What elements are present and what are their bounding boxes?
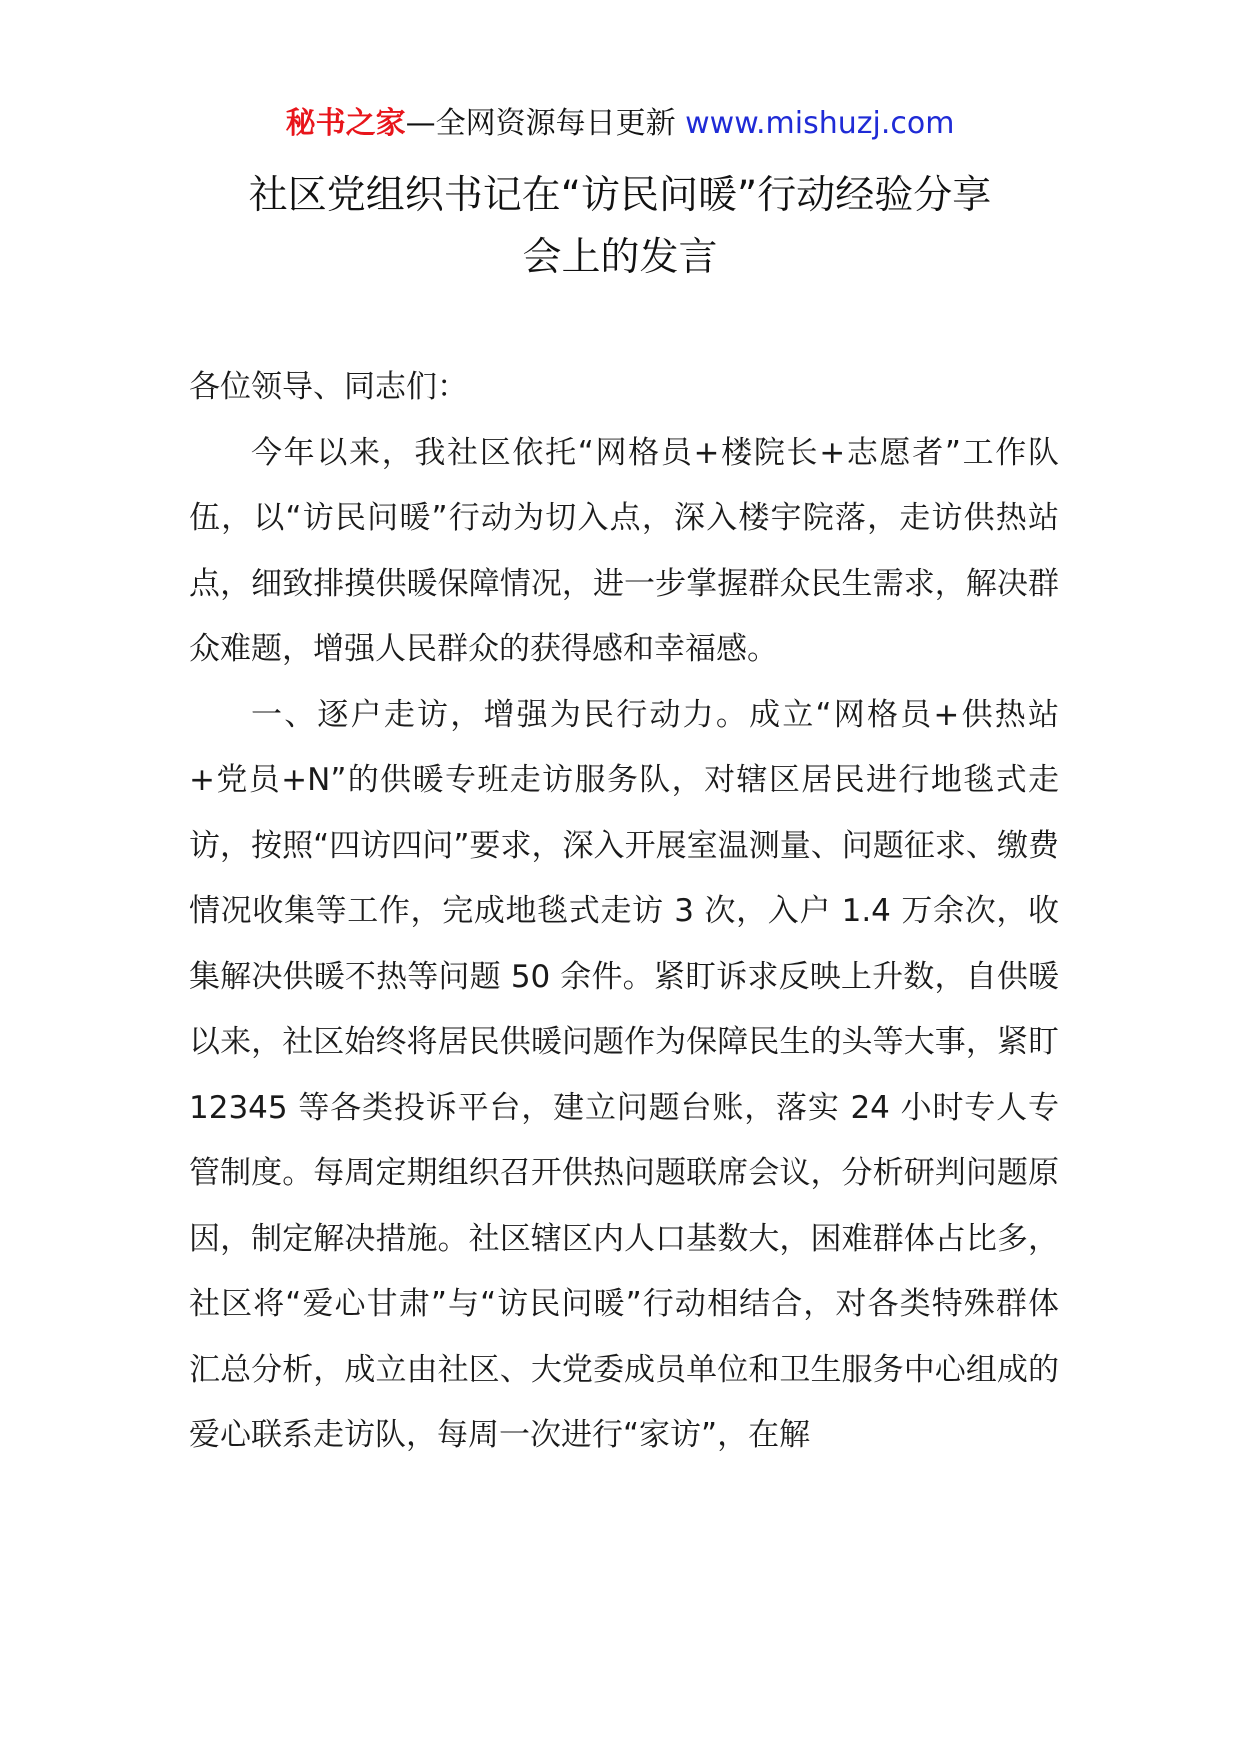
intro-paragraph: 今年以来，我社区依托“网格员+楼院长+志愿者”工作队伍，以“访民问暖”行动为切入点，深入楼宇院落，走访供热站点，细致排摸供暖保障情况，进一步掌握群众民生需求，解决群众难题，增强人民群众的获得感和幸福感。 <box>189 434 1059 667</box>
section-1-paragraph <box>189 683 1059 1469</box>
document-body <box>189 355 1059 1469</box>
brand-tagline: —全网资源每日更新 <box>405 106 686 141</box>
section-1-heading: 一、逐户走访，增强为民行动力。 <box>251 696 750 733</box>
salutation: 各位领导、同志们： <box>189 369 468 405</box>
section-1-text: 成立“网格员+供热站+党员+N”的供暖专班走访服务队，对辖区居民进行地毯式走访，按照“四访四问”要求，深入开展室温测量、问题征求、缴费情况收集等工作，完成地毯式走访 3 次，入户 1.4 万余次，收集解决供暖不热等问题 50 余件。紧盯诉求反映上升数，自供暖以来，社区始终将居民供暖问题作为保障民生的头等大事，紧盯 12345 等各类投诉平台，建立问题台账，落实 24 小时专人专管制度。每周定期组织召开供热问题联席会议，分析研判问题原因，制定解决措施。社区辖区内人口基数大，困难群体占比多，社区将“爱心甘肃”与“访民问暖”行动相结合，对各类特殊群体汇总分析，成立由社区、大党委成员单位和卫生服务中心组成的爱心联系走访队，每周一次进行“家访”，在解 <box>189 696 1060 1453</box>
watermark-header <box>0 104 1240 144</box>
title-line-2: 会上的发言 <box>522 235 718 280</box>
title-line-1: 社区党组织书记在“访民问暖”行动经验分享 <box>248 173 992 218</box>
brand-name: 秘书之家 <box>285 106 406 141</box>
document-title <box>150 165 1090 289</box>
site-link[interactable]: www.mishuzj.com <box>685 106 955 141</box>
